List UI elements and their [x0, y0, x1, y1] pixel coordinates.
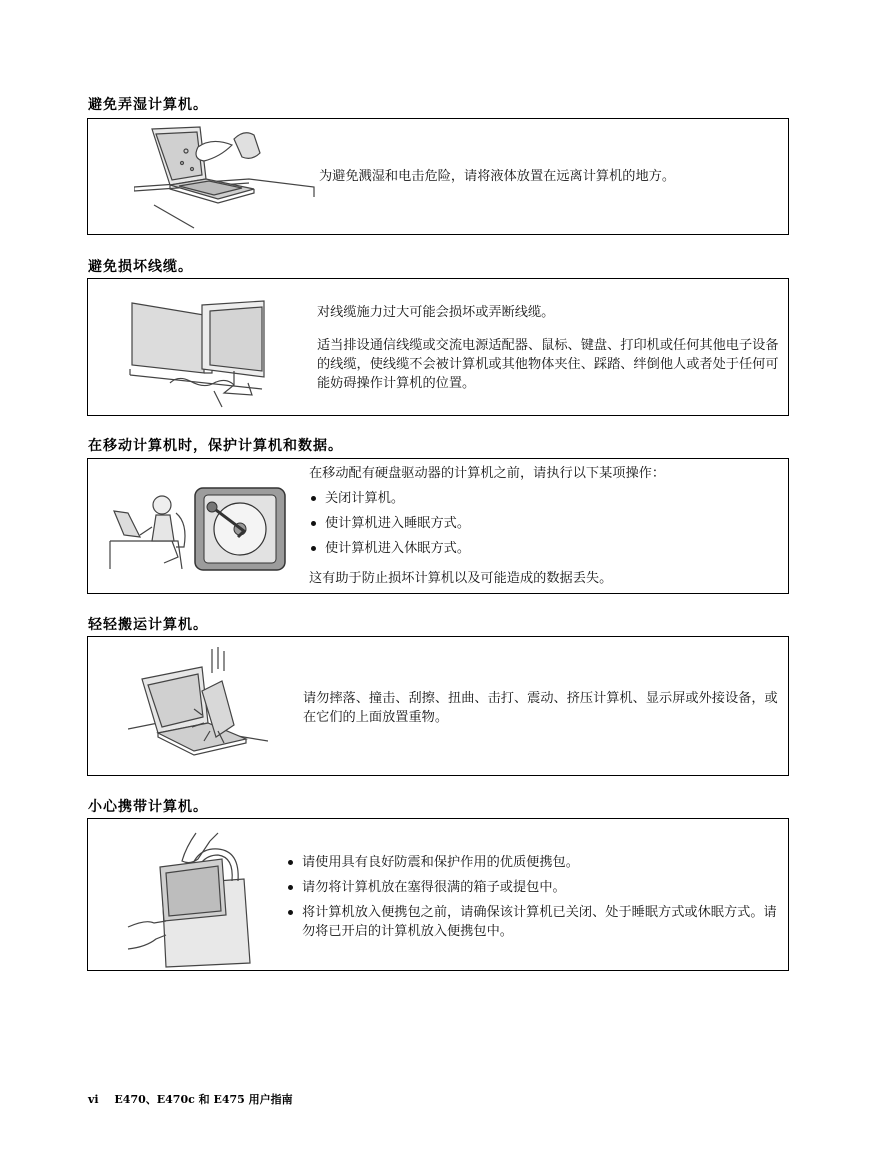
section-heading-handle: 轻轻搬运计算机。: [88, 617, 208, 633]
page-footer: [88, 1091, 293, 1107]
moving-bullet-list: [309, 489, 779, 558]
person-laptop-illustration: [106, 483, 196, 569]
moving-text: [309, 464, 779, 588]
cables-text: [317, 303, 783, 393]
carry-bullet-item: 请勿将计算机放在塞得很满的箱子或提包中。: [286, 878, 786, 897]
footer-title: E470、E470c 和 E475 用户指南: [114, 1093, 293, 1106]
hard-drive-icon: [194, 487, 286, 571]
carry-bullet-item: 将计算机放入便携包之前，请确保该计算机已关闭、处于睡眠方式或休眠方式。请勿将已开启的计算机放入便携包中。: [286, 903, 786, 941]
section-box-moving: [87, 458, 789, 594]
page-number: vi: [88, 1093, 99, 1106]
moving-intro: 在移动配有硬盘驱动器的计算机之前，请执行以下某项操作：: [309, 466, 666, 481]
monitor-cables-illustration: [126, 285, 268, 409]
cables-warning-line: 对线缆施力过大可能会损坏或弄断线缆。: [317, 305, 555, 320]
laptop-impact-illustration: [128, 643, 268, 771]
moving-outro: 这有助于防止损坏计算机以及可能造成的数据丢失。: [309, 571, 613, 586]
moving-bullet-item: 使计算机进入休眠方式。: [309, 539, 779, 558]
handle-text: 请勿摔落、撞击、刮擦、扭曲、击打、震动、挤压计算机、显示屏或外接设备，或在它们的上面放置重物。: [303, 691, 778, 725]
carry-bullet-list: [286, 853, 786, 941]
section-heading-moving: 在移动计算机时，保护计算机和数据。: [88, 438, 343, 454]
laptop-carry-bag-illustration: [126, 823, 260, 969]
section-heading-cables: 避免损坏线缆。: [88, 259, 193, 275]
section-box-carry: [87, 818, 789, 971]
moving-bullet-item: 关闭计算机。: [309, 489, 779, 508]
section-box-handle: [87, 636, 789, 776]
laptop-liquid-spill-illustration: [134, 125, 319, 229]
carry-bullet-item: 请使用具有良好防震和保护作用的优质便携包。: [286, 853, 786, 872]
section-box-cables: [87, 278, 789, 416]
moving-bullet-item: 使计算机进入睡眠方式。: [309, 514, 779, 533]
section-heading-carry: 小心携带计算机。: [88, 799, 208, 815]
section-box-wet: [87, 118, 789, 235]
carry-text: [286, 853, 786, 941]
cables-instructions: 适当排设通信线缆或交流电源适配器、鼠标、键盘、打印机或任何其他电子设备的线缆，使线缆不会被计算机或其他物体夹住、踩踏、绊倒他人或者处于任何可能妨碍操作计算机的位置。: [317, 338, 779, 391]
section-heading-wet: 避免弄湿计算机。: [88, 97, 208, 113]
wet-warning-text: 为避免溅湿和电击危险，请将液体放置在远离计算机的地方。: [319, 169, 676, 184]
